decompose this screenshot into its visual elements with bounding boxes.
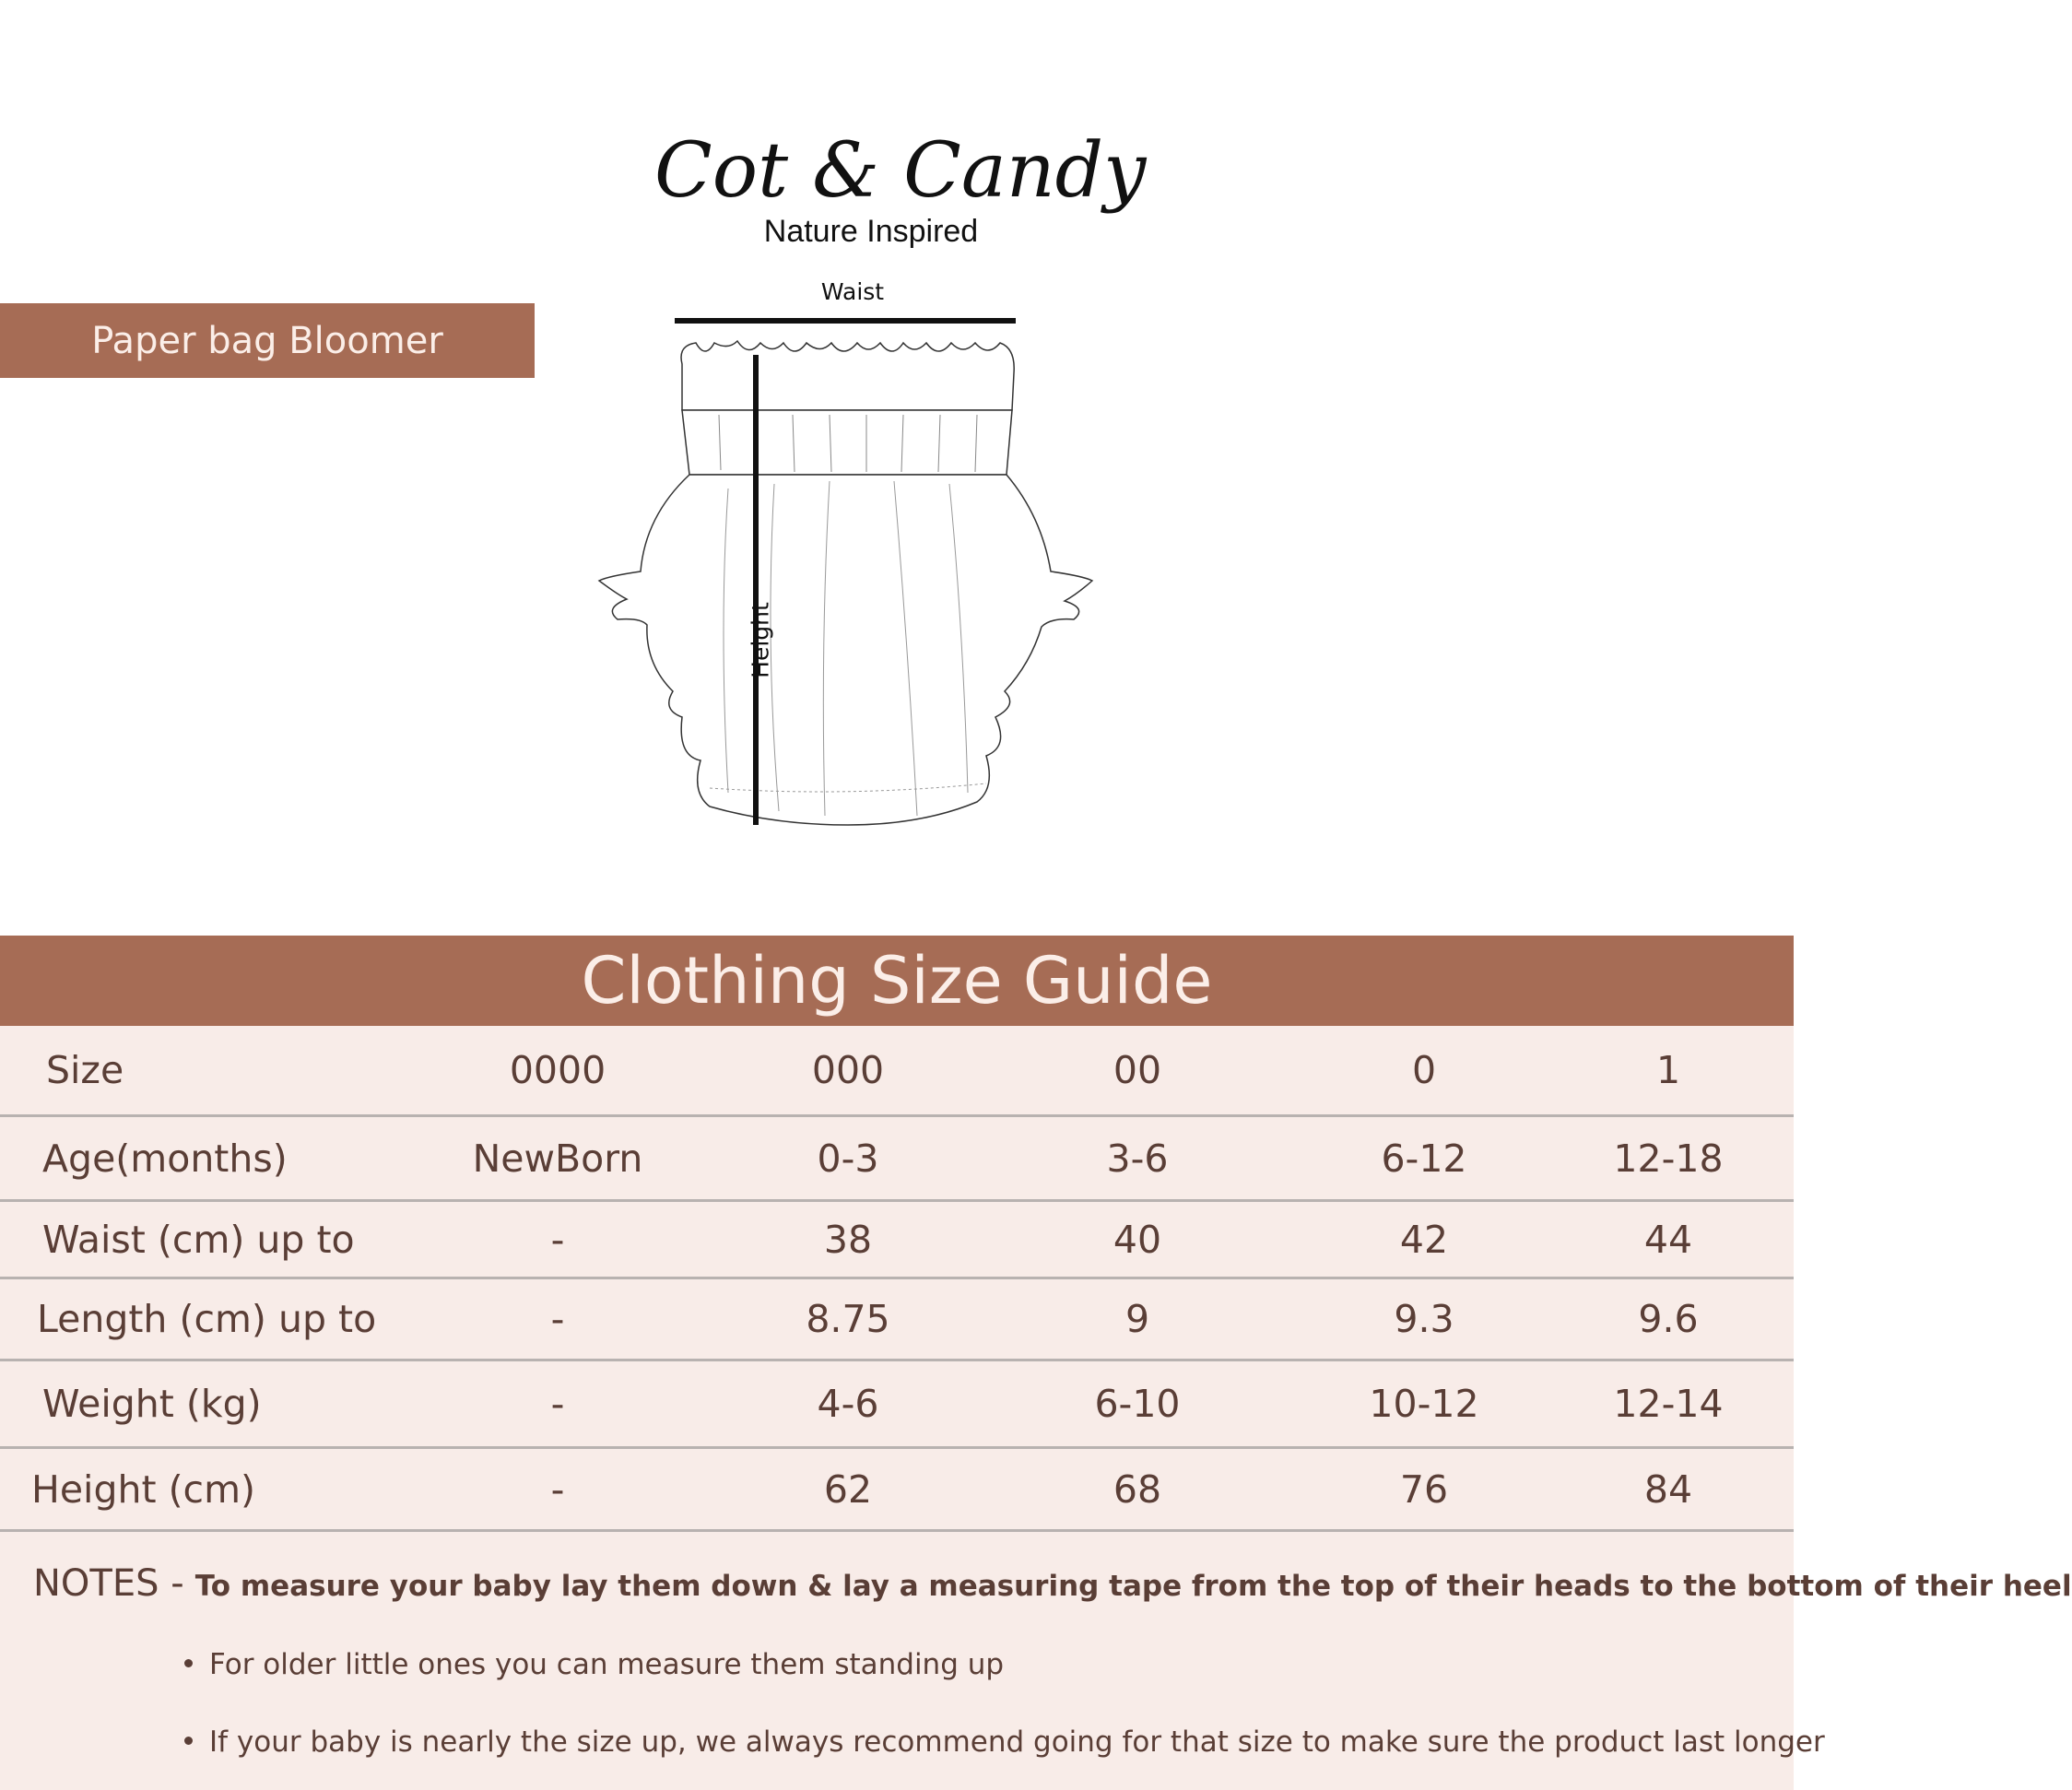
table-cell: 6-10 — [1094, 1382, 1181, 1426]
product-name-banner: Paper bag Bloomer — [0, 303, 535, 378]
table-cell: 40 — [1113, 1217, 1162, 1262]
table-cell: 1 — [1655, 1048, 1681, 1092]
table-cell: 76 — [1399, 1466, 1449, 1512]
table-cell: 12-14 — [1613, 1382, 1724, 1426]
table-cell: 00 — [1113, 1048, 1162, 1092]
row-label: Length (cm) up to — [37, 1297, 377, 1341]
table-row-height — [0, 1449, 1794, 1532]
table-cell: 9.3 — [1394, 1297, 1454, 1341]
ruffle-top — [681, 341, 1014, 410]
table-cell: - — [550, 1297, 565, 1341]
table-cell: 62 — [823, 1466, 873, 1512]
height-label: Height — [747, 602, 774, 678]
waist-label: Waist — [820, 278, 885, 305]
table-cell: 10-12 — [1369, 1382, 1479, 1426]
table-cell: 38 — [823, 1217, 873, 1262]
table-cell: 44 — [1643, 1217, 1693, 1262]
brand-tagline: Nature Inspired — [763, 214, 979, 249]
table-cell: 3-6 — [1106, 1136, 1169, 1181]
notes-label: NOTES - — [33, 1562, 184, 1605]
waistband — [682, 410, 1012, 475]
row-label: Size — [46, 1048, 124, 1092]
table-cell: 0 — [1411, 1048, 1437, 1092]
table-cell: 0000 — [509, 1048, 606, 1092]
table-row-weight — [0, 1361, 1794, 1449]
table-cell: 4-6 — [817, 1382, 879, 1426]
table-cell: 8.75 — [806, 1297, 890, 1341]
table-cell: 000 — [811, 1048, 885, 1092]
table-cell: 9.6 — [1638, 1297, 1699, 1341]
table-cell: 68 — [1113, 1466, 1162, 1512]
row-label: Weight (kg) — [42, 1382, 262, 1426]
table-cell: - — [550, 1382, 565, 1426]
table-cell: - — [550, 1466, 565, 1512]
row-label: Waist (cm) up to — [42, 1217, 355, 1262]
bloomer-diagram — [590, 277, 1106, 848]
notes-text: To measure your baby lay them down & lay a measuring tape from the top of their heads to the bottom of their heel — [194, 1570, 2072, 1603]
bloomer-body — [599, 475, 1092, 825]
table-cell: 84 — [1643, 1466, 1693, 1512]
row-label: Age(months) — [42, 1136, 288, 1181]
row-label: Height (cm) — [31, 1466, 256, 1512]
notes-bullet: For older little ones you can measure them standing up — [184, 1648, 1770, 1681]
table-row-waist — [0, 1202, 1794, 1279]
notes-bullet: If your baby is nearly the size up, we always recommend going for that size to make sure the product last longer — [184, 1725, 1770, 1759]
table-cell: 42 — [1399, 1217, 1449, 1262]
table-cell: 12-18 — [1613, 1136, 1724, 1181]
notes — [33, 1562, 2072, 1605]
table-cell: 9 — [1124, 1297, 1150, 1341]
size-guide-title: Clothing Size Guide — [0, 936, 1794, 1026]
table-row-age — [0, 1117, 1794, 1202]
table-cell: NewBorn — [472, 1136, 643, 1181]
table-cell: 0-3 — [817, 1136, 879, 1181]
table-cell: - — [550, 1217, 565, 1262]
table-row-length — [0, 1279, 1794, 1361]
table-row-size — [0, 1026, 1794, 1117]
table-cell: 6-12 — [1381, 1136, 1467, 1181]
brand-logo-text: Cot & Candy — [654, 127, 1147, 215]
